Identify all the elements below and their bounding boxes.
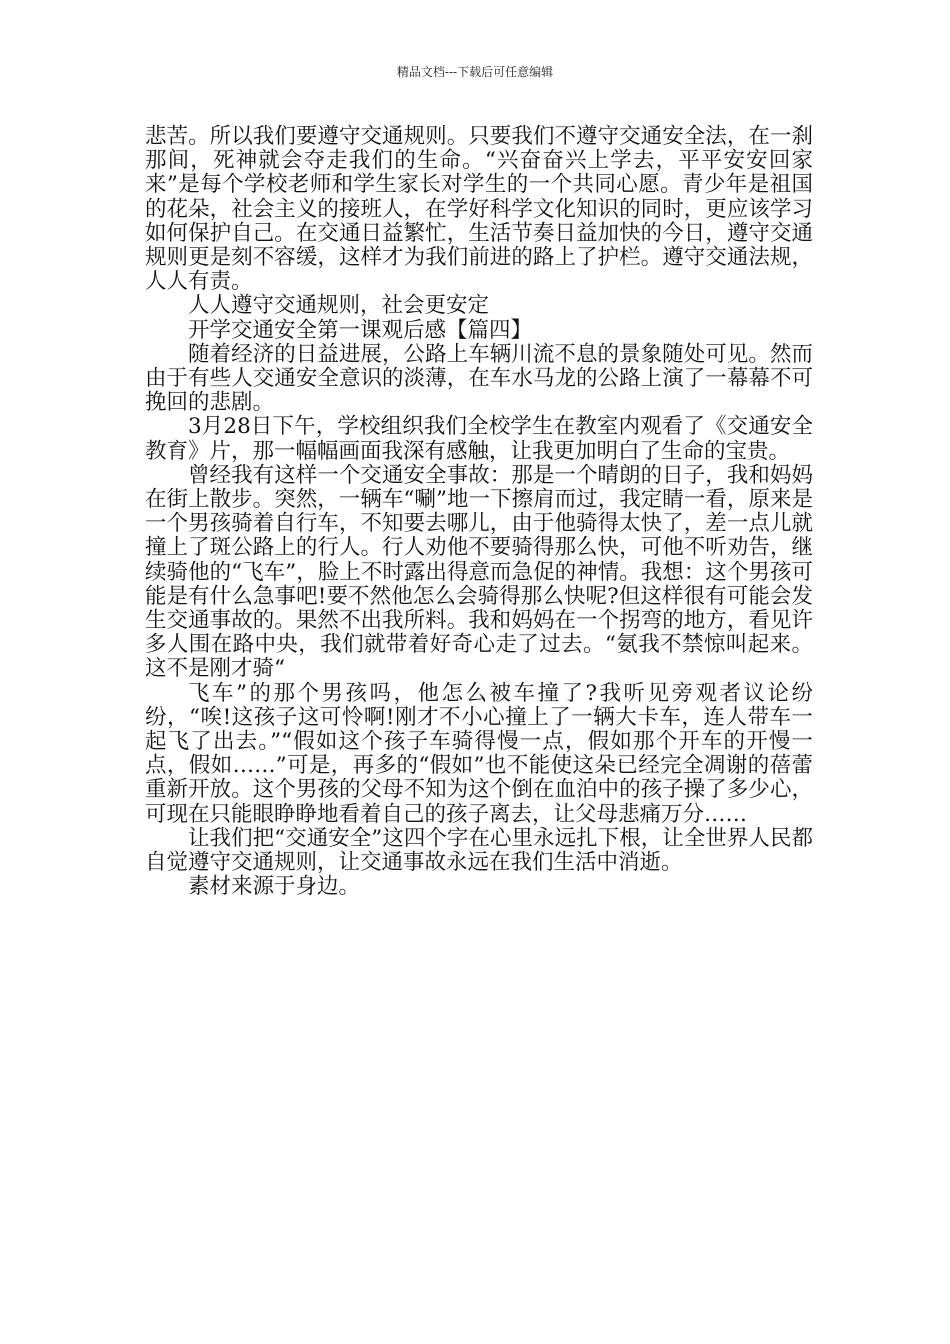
paragraph: 让我们把“交通安全”这四个字在心里永远扎下根，让全世界人民都自觉遵守交通规则，让交通事故永远在我们生活中消逝。 [145,825,813,876]
paragraph: 素材来源于身边。 [188,874,361,900]
page-header: 精品文档---下载后可任意编辑 [396,65,554,79]
paragraph: 悲苦。所以我们要遵守交通规则。只要我们不遵守交通安全法，在一刹那间，死神就会夺走我们的生命。“兴奋奋兴上学去，平平安安回家来”是每个学校老师和学生家长对学生的一个共同心愿。青少年是祖国的花朵，社会主义的接班人，在学好科学文化知识的同时，更应该学习如何保护自己。在交通日益繁忙，生活节奏日益加快的今日，遵守交通规则更是刻不容缓，这样才为我们前进的路上了护栏。遵守交通法规，人人有责。 [145,124,813,295]
paragraph: 3月28日下午，学校组织我们全校学生在教室内观看了《交通安全教育》片，那一幅幅画面我深有感触，让我更加明白了生命的宝贵。 [145,414,813,464]
paragraph: 曾经我有这样一个交通安全事故：那是一个晴朗的日子，我和妈妈在街上散步。突然，一辆车“唰”地一下擦肩而过，我定睛一看，原来是一个男孩骑着自行车，不知要去哪儿，由于他骑得太快了，差一点儿就撞上了斑公路上的行人。行人劝他不要骑得那么快，可他不听劝告，继续骑他的“飞车”，脸上不时露出得意而急促的神情。我想：这个男孩可能是有什么急事吧!要不然他怎么会骑得那么快呢?但这样很有可能会发生交通事故的。果然不出我所料。我和妈妈在一个拐弯的地方，看见许多人围在路中央，我们就带着好奇心走了过去。“氨我不禁惊叫起来。这不是刚才骑“ [145,462,813,682]
paragraph: 飞车”的那个男孩吗，他怎么被车撞了?我听见旁观者议论纷纷，“唉!这孩子这可怜啊!刚才不小心撞上了一辆大卡车，连人带车一起飞了出去。”“假如这个孩子车骑得慢一点，假如那个开车的开慢一点，假如……”可是，再多的“假如”也不能使这朵已经完全凋谢的蓓蕾重新开放。这个男孩的父母不知为这个倒在血泊中的孩子操了多少心，可现在只能眼睁睁地看着自己的孩子离去，让父母悲痛万分…… [145,680,813,827]
section-heading: 开学交通安全第一课观后感【篇四】 [188,317,533,343]
document-body [145,125,813,900]
paragraph: 随着经济的日益进展，公路上车辆川流不息的景象随处可见。然而由于有些人交通安全意识的淡薄，在车水马龙的公路上演了一幕幕不可挽回的悲剧。 [145,341,813,416]
paragraph: 人人遵守交通规则，社会更安定 [188,293,490,319]
